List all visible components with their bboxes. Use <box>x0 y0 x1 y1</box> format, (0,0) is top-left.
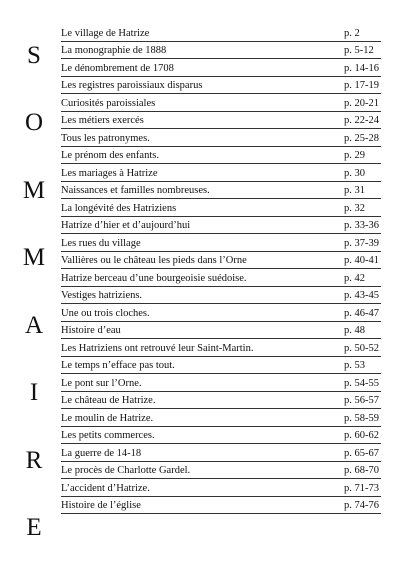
toc-entry-title: Histoire d’eau <box>61 325 121 336</box>
toc-entry-title: La longévité des Hatriziens <box>61 202 177 214</box>
toc-entry-title: Le temps n’efface pas tout. <box>61 360 175 371</box>
sommaire-letter: E <box>26 513 42 541</box>
toc-entry-page: p. 14-16 <box>344 62 379 74</box>
toc-entry-page: p. 65-67 <box>344 447 379 459</box>
sommaire-letter: R <box>25 446 43 474</box>
toc-entry-page: p. 5-12 <box>344 45 374 56</box>
toc-entry <box>61 94 381 112</box>
toc-entry-page: p. 2 <box>344 27 360 39</box>
toc-entry-page: p. 17-19 <box>344 80 379 91</box>
toc-entry-page: p. 31 <box>344 185 365 196</box>
toc-entry <box>61 234 381 252</box>
toc-entry-title: La guerre de 14-18 <box>61 447 142 459</box>
toc-entry-page: p. 25-28 <box>344 132 379 144</box>
toc-entry-title: Tous les patronymes. <box>61 132 150 144</box>
toc-entry <box>61 392 381 410</box>
toc-entry-title: Le procès de Charlotte Gardel. <box>61 465 191 476</box>
toc-entry-title: La monographie de 1888 <box>61 45 167 56</box>
toc-entry <box>61 164 381 182</box>
toc-entry <box>61 462 381 480</box>
toc-entry <box>61 77 381 95</box>
toc-entry-page: p. 58-59 <box>344 412 379 424</box>
toc-entry <box>61 129 381 147</box>
toc-entry-title: Hatrize berceau d’une bourgeoisie suédoise. <box>61 272 247 284</box>
toc-entry-page: p. 22-24 <box>344 115 379 126</box>
toc-entry-page: p. 53 <box>344 360 365 371</box>
toc-entry-page: p. 46-47 <box>344 307 379 319</box>
toc-entry <box>61 287 381 305</box>
toc-entry-title: Vestiges hatriziens. <box>61 290 143 301</box>
toc-entry <box>61 217 381 235</box>
toc-entry-page: p. 29 <box>344 150 365 161</box>
toc-entry-title: Le château de Hatrize. <box>61 395 156 406</box>
toc-entry-title: Les registres paroissiaux disparus <box>61 80 203 91</box>
toc-entry <box>61 112 381 130</box>
toc-entry-title: Les mariages à Hatrize <box>61 167 158 179</box>
toc-entry-title: Naissances et familles nombreuses. <box>61 185 210 196</box>
toc-entry <box>61 182 381 200</box>
toc-entry-title: L’accident d’Hatrize. <box>61 482 150 494</box>
toc-entry <box>61 24 381 42</box>
sommaire-letter: S <box>27 42 41 69</box>
toc-entry <box>61 497 381 515</box>
toc-entry-title: Hatrize d’hier et d’aujourd’hui <box>61 220 191 231</box>
toc-entry-page: p. 48 <box>344 325 365 336</box>
toc-entry-page: p. 43-45 <box>344 290 379 301</box>
toc-entry-title: Vallières ou le château les pieds dans l’Orne <box>61 255 247 266</box>
sommaire-vertical-heading <box>20 42 48 542</box>
toc-entry <box>61 269 381 287</box>
toc-entry-page: p. 32 <box>344 202 365 214</box>
toc-entry-page: p. 60-62 <box>344 430 379 441</box>
toc-entry-title: Histoire de l’église <box>61 500 141 511</box>
toc-entry <box>61 199 381 217</box>
sommaire-letter: A <box>24 311 44 339</box>
sommaire-letter: I <box>29 379 39 407</box>
toc-entry <box>61 427 381 445</box>
toc-entry <box>61 147 381 165</box>
toc-entry <box>61 304 381 322</box>
toc-entry-title: Le village de Hatrize <box>61 27 150 39</box>
sommaire-letter: M <box>22 244 46 272</box>
toc-entry-title: Curiosités paroissiales <box>61 97 156 109</box>
toc-entry-page: p. 68-70 <box>344 465 379 476</box>
table-of-contents <box>61 24 381 514</box>
toc-entry-page: p. 33-36 <box>344 220 379 231</box>
toc-entry <box>61 42 381 60</box>
sommaire-letter: O <box>24 109 44 137</box>
toc-entry-title: Les Hatriziens ont retrouvé leur Saint-Martin. <box>61 342 254 354</box>
toc-entry-title: Le moulin de Hatrize. <box>61 412 154 424</box>
toc-entry <box>61 409 381 427</box>
toc-entry-title: Le pont sur l’Orne. <box>61 377 142 389</box>
toc-entry-title: Le prénom des enfants. <box>61 150 159 161</box>
toc-entry-page: p. 37-39 <box>344 237 379 249</box>
toc-entry <box>61 322 381 340</box>
toc-entry <box>61 339 381 357</box>
toc-entry <box>61 444 381 462</box>
toc-entry-page: p. 74-76 <box>344 500 379 511</box>
toc-entry <box>61 479 381 497</box>
toc-entry <box>61 252 381 270</box>
toc-entry <box>61 59 381 77</box>
toc-entry-page: p. 54-55 <box>344 377 379 389</box>
toc-entry-page: p. 56-57 <box>344 395 379 406</box>
toc-entry <box>61 357 381 375</box>
toc-entry-page: p. 40-41 <box>344 255 379 266</box>
toc-entry-title: Les rues du village <box>61 237 141 249</box>
toc-entry-page: p. 42 <box>344 272 365 284</box>
toc-entry-page: p. 50-52 <box>344 342 379 354</box>
toc-entry-title: Les métiers exercés <box>61 115 144 126</box>
toc-entry-page: p. 71-73 <box>344 482 379 494</box>
toc-entry-title: Les petits commerces. <box>61 430 155 441</box>
toc-entry <box>61 374 381 392</box>
sommaire-letter: M <box>22 176 46 204</box>
toc-entry-title: Une ou trois cloches. <box>61 307 150 319</box>
toc-entry-page: p. 30 <box>344 167 365 179</box>
toc-entry-title: Le dénombrement de 1708 <box>61 62 174 74</box>
toc-entry-page: p. 20-21 <box>344 97 379 109</box>
